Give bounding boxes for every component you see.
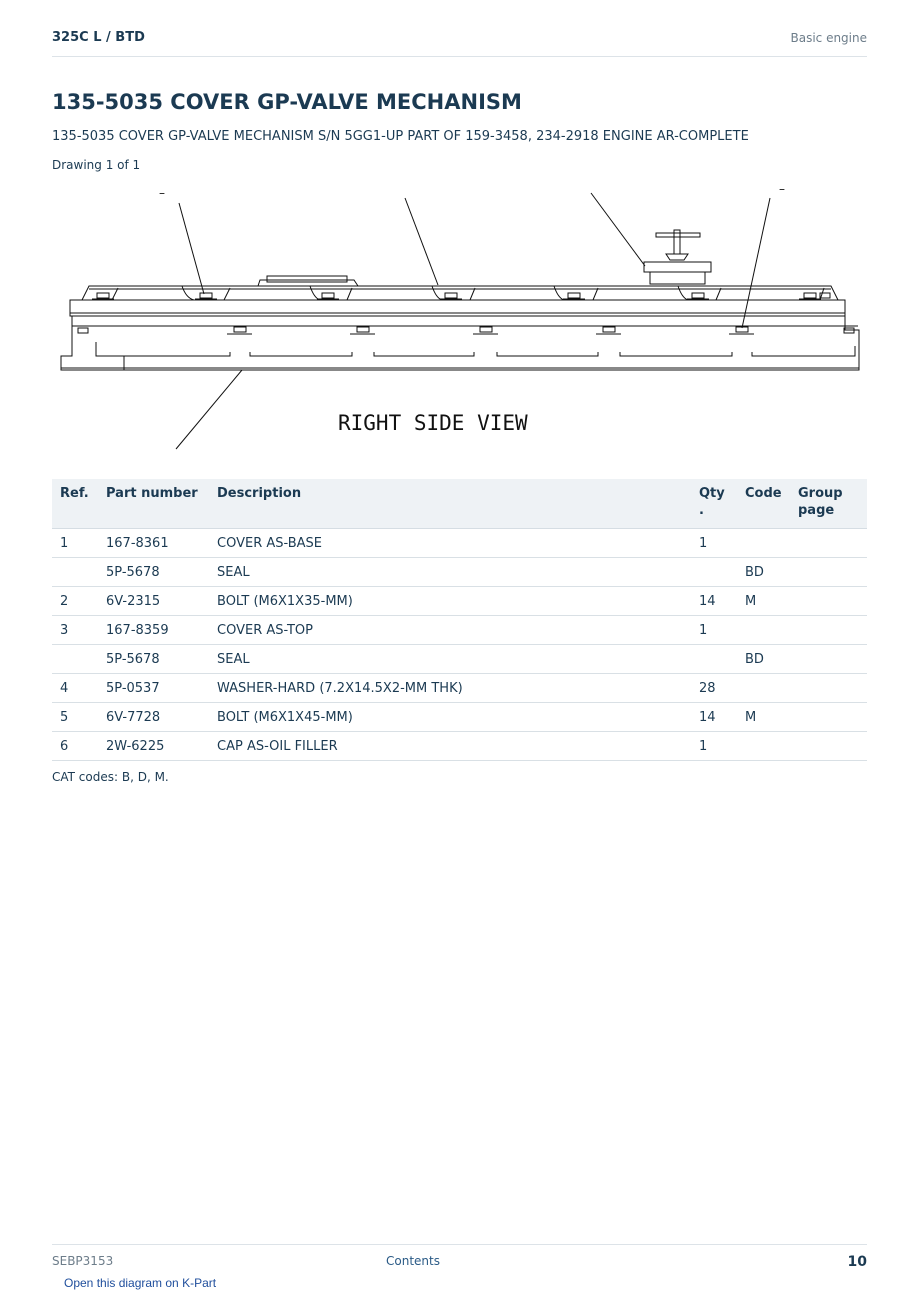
qty-cell: 14 — [691, 587, 737, 616]
qty-cell: 1 — [691, 529, 737, 558]
part-number-cell: 167-8359 — [98, 616, 209, 645]
model-label: 325C L / BTD — [52, 30, 145, 45]
part-number-cell: 6V-2315 — [98, 587, 209, 616]
description-cell: COVER AS-TOP — [209, 616, 691, 645]
column-header-part-number: Part number — [98, 479, 209, 529]
document-id: SEBP3153 — [52, 1254, 114, 1268]
table-header-row — [52, 479, 867, 529]
ref-cell: 4 — [52, 674, 98, 703]
code-cell: BD — [737, 645, 790, 674]
column-header-description: Description — [209, 479, 691, 529]
group-page-cell — [790, 703, 867, 732]
page-number: 10 — [847, 1254, 867, 1270]
table-row — [52, 703, 867, 732]
ref-cell: 1 — [52, 529, 98, 558]
column-header-ref: Ref. — [52, 479, 98, 529]
group-page-cell — [790, 529, 867, 558]
page-header — [52, 28, 867, 57]
table-row — [52, 616, 867, 645]
leader-line — [742, 198, 770, 328]
description-cell: COVER AS-BASE — [209, 529, 691, 558]
table-row — [52, 674, 867, 703]
column-header-group-page: Group page — [790, 479, 867, 529]
open-in-kpart-link[interactable]: Open this diagram on K-Part — [64, 1276, 217, 1290]
page-subtitle: 135-5035 COVER GP-VALVE MECHANISM S/N 5GG1-UP PART OF 159-3458, 234-2918 ENGINE AR-COMPLETE — [52, 129, 749, 144]
leader-line — [176, 370, 242, 449]
code-cell — [737, 616, 790, 645]
part-number-cell: 5P-0537 — [98, 674, 209, 703]
part-number-cell: 5P-5678 — [98, 558, 209, 587]
ref-cell: 3 — [52, 616, 98, 645]
top-bolts — [92, 293, 830, 299]
table-row — [52, 558, 867, 587]
description-cell: CAP AS-OIL FILLER — [209, 732, 691, 761]
description-cell: BOLT (M6X1X35-MM) — [209, 587, 691, 616]
cat-codes-note: CAT codes: B, D, M. — [52, 770, 169, 784]
part-number-cell: 6V-7728 — [98, 703, 209, 732]
ref-cell: 6 — [52, 732, 98, 761]
contents-link[interactable]: Contents — [386, 1254, 440, 1268]
base-bolts — [78, 327, 854, 334]
code-cell: M — [737, 703, 790, 732]
description-cell: BOLT (M6X1X45-MM) — [209, 703, 691, 732]
description-cell: WASHER-HARD (7.2X14.5X2-MM THK) — [209, 674, 691, 703]
leader-line — [405, 198, 438, 285]
code-cell: BD — [737, 558, 790, 587]
page-title: 135-5035 COVER GP-VALVE MECHANISM — [52, 90, 522, 114]
description-cell: SEAL — [209, 558, 691, 587]
group-page-cell — [790, 558, 867, 587]
group-page-cell — [790, 616, 867, 645]
table-row — [52, 587, 867, 616]
code-cell — [737, 529, 790, 558]
qty-cell — [691, 645, 737, 674]
ref-cell: 5 — [52, 703, 98, 732]
table-row — [52, 732, 867, 761]
table-row — [52, 529, 867, 558]
code-cell — [737, 732, 790, 761]
group-page-cell — [790, 732, 867, 761]
column-header-code: Code — [737, 479, 790, 529]
group-page-cell — [790, 587, 867, 616]
parts-diagram — [52, 180, 867, 460]
qty-cell: 28 — [691, 674, 737, 703]
callout-mark: – — [779, 182, 785, 196]
group-page-cell — [790, 674, 867, 703]
leader-line — [179, 203, 204, 294]
qty-cell: 14 — [691, 703, 737, 732]
base-cover-shape — [61, 300, 859, 370]
qty-cell — [691, 558, 737, 587]
oil-filler-cap-shape — [644, 230, 711, 284]
section-label: Basic engine — [790, 31, 867, 45]
ref-cell — [52, 558, 98, 587]
ref-cell — [52, 645, 98, 674]
group-page-cell — [790, 645, 867, 674]
table-row — [52, 645, 867, 674]
ref-cell: 2 — [52, 587, 98, 616]
qty-cell: 1 — [691, 732, 737, 761]
callout-mark: – — [159, 186, 165, 200]
top-cover-shape — [82, 276, 838, 300]
page-footer — [52, 1244, 867, 1275]
part-number-cell: 2W-6225 — [98, 732, 209, 761]
qty-cell: 1 — [691, 616, 737, 645]
description-cell: SEAL — [209, 645, 691, 674]
code-cell: M — [737, 587, 790, 616]
view-label: RIGHT SIDE VIEW — [338, 411, 528, 435]
parts-table — [52, 479, 867, 761]
leader-line — [591, 193, 645, 266]
code-cell — [737, 674, 790, 703]
part-number-cell: 167-8361 — [98, 529, 209, 558]
part-number-cell: 5P-5678 — [98, 645, 209, 674]
drawing-label: Drawing 1 of 1 — [52, 158, 141, 172]
column-header-qty: Qty . — [691, 479, 737, 529]
